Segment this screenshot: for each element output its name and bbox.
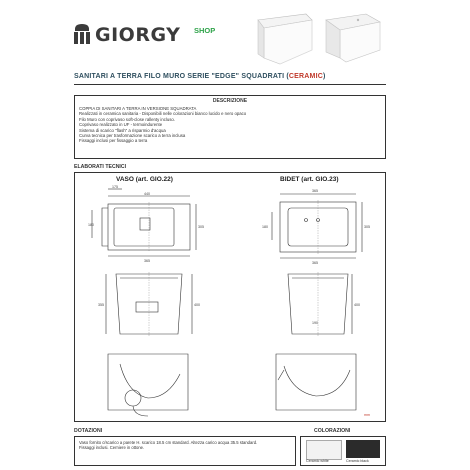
subtitle-main: SANITARI A TERRA FILO MURO SERIE "EDGE" SQUADRATI (	[74, 73, 289, 80]
description-list	[75, 104, 385, 146]
dotazioni-line: Fissaggi inclusi. Cerniere in ottone.	[79, 445, 145, 450]
unit-label: mm	[364, 413, 370, 417]
dotazioni-box	[74, 436, 296, 466]
description-line: Curva tecnica per trasformazione scarico a terra inclusa	[79, 133, 186, 139]
subtitle-ceramic: CERAMIC	[288, 73, 323, 80]
vaso-dim-440: 440	[144, 192, 150, 196]
dotazioni-line: Vaso fornito c/scarico a parete H. scarico 18.5 cm standard. Altezza carico acqua 35.5 standard.	[79, 440, 258, 445]
colorazioni-label: COLORAZIONI	[314, 428, 351, 434]
bidet-photo	[322, 10, 384, 66]
brand-name: GIORGY	[95, 24, 181, 46]
description-line: COPPIA DI SANITARI A TERRA IN VERSIONE SQUADRATA	[79, 106, 197, 111]
drawings-section-label: ELABORATI TECNICI	[74, 164, 127, 170]
bidet-dim-190: 190	[312, 321, 318, 325]
description-box	[74, 95, 386, 159]
bidet-dim-305: 305	[364, 225, 370, 229]
vaso-dim-305: 305	[198, 225, 204, 229]
swatch-white	[306, 440, 342, 460]
bidet-dim-400: 400	[354, 303, 360, 307]
header-divider	[74, 84, 386, 85]
description-heading: DESCRIZIONE	[212, 98, 248, 104]
giorgy-logo-icon	[72, 23, 92, 45]
vaso-dim-365: 365	[144, 259, 150, 263]
toilet-photo	[250, 6, 320, 70]
bidet-dim-180: 180	[262, 225, 268, 229]
bidet-dim-365-top: 365	[312, 189, 318, 193]
vaso-drawing	[88, 184, 218, 420]
description-line: Fissaggi inclusi per fissaggio a terra	[79, 138, 148, 144]
bidet-dim-365-bottom: 365	[312, 261, 318, 265]
description-line: Filo Muro con coprivaso soft-close rallenty incluso.	[79, 116, 176, 122]
vaso-dim-180: 180	[88, 223, 94, 227]
header	[0, 0, 470, 80]
description-line: Sistema di scarico "flash" a risparmio d'acqua	[79, 127, 166, 133]
vaso-dim-175: 175	[112, 185, 118, 189]
swatch-black-label: Ceramic black	[346, 459, 369, 463]
bidet-drawing	[258, 184, 378, 420]
swatch-black	[346, 440, 380, 458]
swatch-white-label: Ceramic white	[306, 459, 329, 463]
product-subtitle	[74, 73, 326, 80]
vaso-dim-355: 355	[98, 303, 104, 307]
vaso-title: VASO (art. GIO.22)	[116, 176, 173, 183]
description-line: Coprivaso realizzato in UF - termoindurente	[79, 122, 163, 128]
vaso-dim-400: 400	[194, 303, 200, 307]
brand-shop: SHOP	[194, 26, 216, 35]
subtitle-end: )	[323, 73, 326, 80]
bidet-title: BIDET (art. GIO.23)	[280, 176, 339, 183]
dotazioni-label: DOTAZIONI	[74, 428, 103, 434]
description-line: Realizzati in ceramica sanitaria - Disponibili nelle colorazioni bianco lucido e nero opaco	[79, 111, 247, 117]
